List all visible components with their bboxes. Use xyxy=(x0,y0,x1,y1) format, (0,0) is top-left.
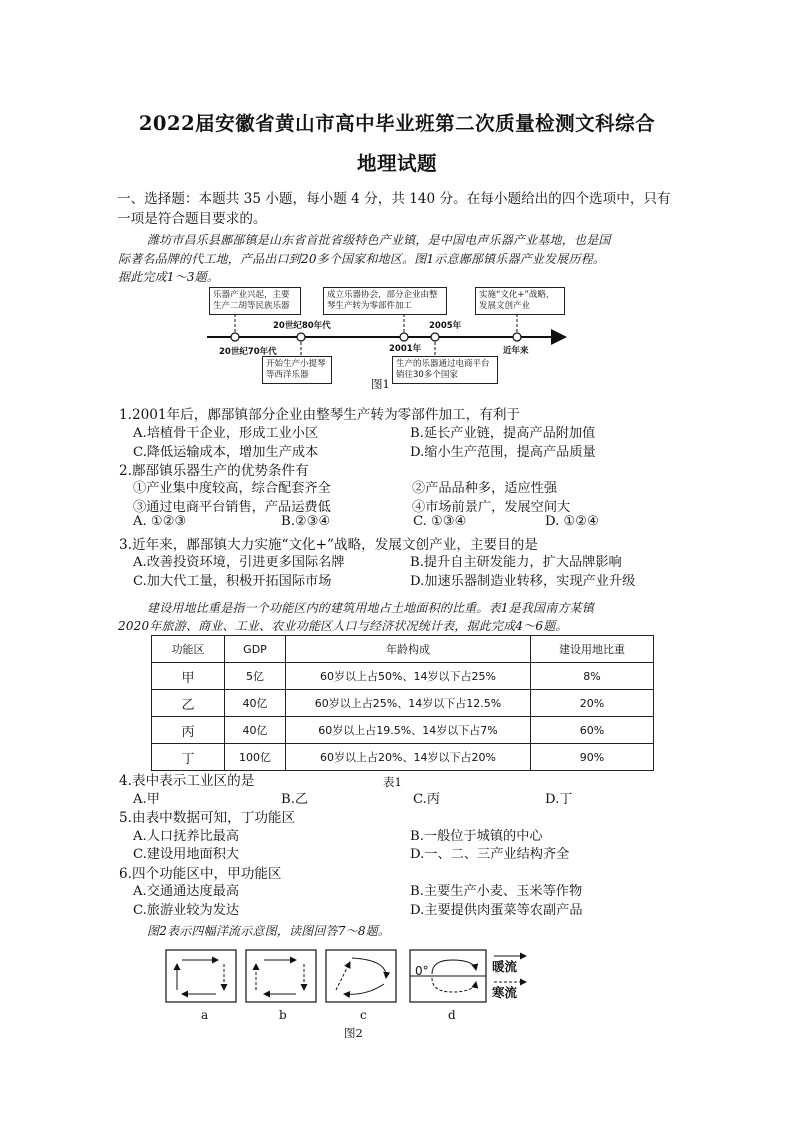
q2-option-b: B.②③④ xyxy=(281,514,331,529)
table-cell: 8% xyxy=(531,663,654,690)
timeline-label-1980s: 20世纪80年代 xyxy=(273,321,331,331)
q6-option-b: B.主要生产小麦、玉米等作物 xyxy=(410,884,583,899)
table-row xyxy=(152,663,654,690)
q1-option-b: B.延长产业链，提高产品附加值 xyxy=(410,426,596,441)
intro3: 图2表示四幅洋流示意图，读图回答7～8题。 xyxy=(147,924,391,938)
figure1-caption: 图1 xyxy=(371,377,390,391)
q5-option-c: C.建设用地面积大 xyxy=(133,847,240,862)
q1-option-a: A.培植骨干企业，形成工业小区 xyxy=(133,426,319,441)
q2-option-d: D. ①②④ xyxy=(545,514,599,529)
q3-option-d: D.加速乐器制造业转移，实现产业升级 xyxy=(410,574,636,589)
table-cell: 60% xyxy=(531,717,654,744)
q2-statement-3: ③通过电商平台销售，产品运费低 xyxy=(133,500,331,515)
figure2-caption: 图2 xyxy=(344,1026,363,1040)
table-header-cell: 建设用地比重 xyxy=(531,636,654,663)
table-header-cell: 年龄构成 xyxy=(286,636,531,663)
timeline-label-2005: 2005年 xyxy=(429,321,462,331)
intro1-line1: 潍坊市昌乐县鄌郚镇是山东省首批省级特色产业镇，是中国电声乐器产业基地，也是国 xyxy=(147,233,611,247)
q2-statement-1: ①产业集中度较高，综合配套齐全 xyxy=(133,481,331,496)
table-cell: 5亿 xyxy=(225,663,286,690)
q5-option-b: B.一般位于城镇的中心 xyxy=(410,829,543,844)
table-header-cell: GDP xyxy=(225,636,286,663)
q2-option-c: C. ①③④ xyxy=(413,514,467,529)
legend-warm-label: 暖流 xyxy=(492,959,518,974)
figure2-ocean-currents xyxy=(160,944,530,1006)
table-cell: 100亿 xyxy=(225,744,286,771)
table-cell: 60岁以上占20%、14岁以下占20% xyxy=(286,744,531,771)
table-cell: 60岁以上占50%、14岁以下占25% xyxy=(286,663,531,690)
section-instructions-line2: 一项是符合题目要求的。 xyxy=(117,211,267,227)
timeline-label-2001: 2001年 xyxy=(389,344,422,354)
table-cell: 60岁以上占25%、14岁以下占12.5% xyxy=(286,690,531,717)
q5-option-d: D.一、二、三产业结构齐全 xyxy=(410,847,570,862)
q3-option-b: B.提升自主研发能力，扩大品牌影响 xyxy=(410,555,622,570)
legend-cold-label: 寒流 xyxy=(492,985,518,1000)
table-header-cell: 功能区 xyxy=(152,636,225,663)
diagram-c-label: c xyxy=(360,1008,367,1022)
q4-stem: 4.表中表示工业区的是 xyxy=(119,773,255,789)
table-cell: 40亿 xyxy=(225,690,286,717)
q1-stem: 1.2001年后，鄌郚镇部分企业由整琴生产转为零部件加工，有利于 xyxy=(119,407,521,423)
q2-stem: 2.鄌郚镇乐器生产的优势条件有 xyxy=(119,463,309,479)
q6-option-a: A.交通通达度最高 xyxy=(133,884,240,899)
q1-option-d: D.缩小生产范围，提高产品质量 xyxy=(410,445,596,460)
timeline-label-recent: 近年来 xyxy=(503,346,529,356)
intro2-line1: 建设用地比重是指一个功能区内的建筑用地占土地面积的比重。表1是我国南方某镇 xyxy=(147,601,595,615)
table-row xyxy=(152,690,654,717)
q6-option-c: C.旅游业较为发达 xyxy=(133,903,240,918)
table-cell: 90% xyxy=(531,744,654,771)
q6-option-d: D.主要提供肉蛋菜等农副产品 xyxy=(410,903,583,918)
equator-label: 0° xyxy=(415,964,429,978)
diagram-b-label: b xyxy=(279,1008,287,1022)
intro1-line2: 际著名品牌的代工地，产品出口到20多个国家和地区。图1示意鄌郚镇乐器产业发展历程。 xyxy=(118,252,606,266)
table-cell: 20% xyxy=(531,690,654,717)
timeline-label-1970s: 20世纪70年代 xyxy=(219,347,277,357)
intro2-line2: 2020年旅游、商业、工业、农业功能区人口与经济状况统计表，据此完成4～6题。 xyxy=(118,619,568,633)
table-cell: 60岁以上占19.5%、14岁以下占7% xyxy=(286,717,531,744)
table-cell: 40亿 xyxy=(225,717,286,744)
q2-statement-2: ②产品品种多，适应性强 xyxy=(412,481,558,496)
diagram-a-label: a xyxy=(201,1008,209,1022)
q6-stem: 6.四个功能区中，甲功能区 xyxy=(119,866,282,882)
q5-stem: 5.由表中数据可知，丁功能区 xyxy=(119,810,296,826)
q4-option-d: D.丁 xyxy=(545,792,573,807)
table-row xyxy=(152,717,654,744)
intro1-line3: 据此完成1～3题。 xyxy=(118,270,220,284)
table1-caption: 表1 xyxy=(383,775,402,789)
table-cell: 甲 xyxy=(152,663,225,690)
q3-option-a: A.改善投资环境，引进更多国际名牌 xyxy=(133,555,345,570)
table-cell: 丙 xyxy=(152,717,225,744)
timeline-box-1980s: 开始生产小提琴等西洋乐器 xyxy=(262,356,332,384)
diagram-c xyxy=(326,950,396,1002)
figure1-timeline xyxy=(205,284,575,394)
table-row xyxy=(152,744,654,771)
table-header-row xyxy=(152,636,654,663)
q4-option-c: C.丙 xyxy=(413,792,440,807)
diagram-b xyxy=(246,950,316,1002)
q3-option-c: C.加大代工量，积极开拓国际市场 xyxy=(133,574,332,589)
section-instructions-line1: 一、选择题：本题共 35 小题，每小题 4 分，共 140 分。在每小题给出的四个选项中，只有 xyxy=(117,191,671,207)
timeline-box-2001: 成立乐器协会，部分企业由整琴生产转为零部件加工 xyxy=(323,287,447,315)
q3-stem: 3.近年来，鄌郚镇大力实施“文化+”战略，发展文创产业，主要目的是 xyxy=(119,537,538,553)
q1-option-c: C.降低运输成本，增加生产成本 xyxy=(133,445,319,460)
timeline-box-1970s: 乐器产业兴起，主要生产二胡等民族乐器 xyxy=(209,287,301,315)
q4-option-a: A.甲 xyxy=(133,792,160,807)
title-line2: 地理试题 xyxy=(356,152,437,175)
table-cell: 乙 xyxy=(152,690,225,717)
timeline-box-recent: 实施“文化+”战略，发展文创产业 xyxy=(475,287,565,315)
title-line1: 2022届安徽省黄山市高中毕业班第二次质量检测文科综合 xyxy=(138,112,656,135)
q2-option-a: A. ①②③ xyxy=(133,514,187,529)
q5-option-a: A.人口抚养比最高 xyxy=(133,829,240,844)
q4-option-b: B.乙 xyxy=(281,792,309,807)
diagram-a xyxy=(166,950,236,1002)
q2-statement-4: ④市场前景广，发展空间大 xyxy=(412,500,571,515)
timeline-box-2005: 生产的乐器通过电商平台销往30多个国家 xyxy=(392,356,498,384)
table1 xyxy=(151,635,654,771)
table-cell: 丁 xyxy=(152,744,225,771)
diagram-d-label: d xyxy=(448,1008,456,1022)
